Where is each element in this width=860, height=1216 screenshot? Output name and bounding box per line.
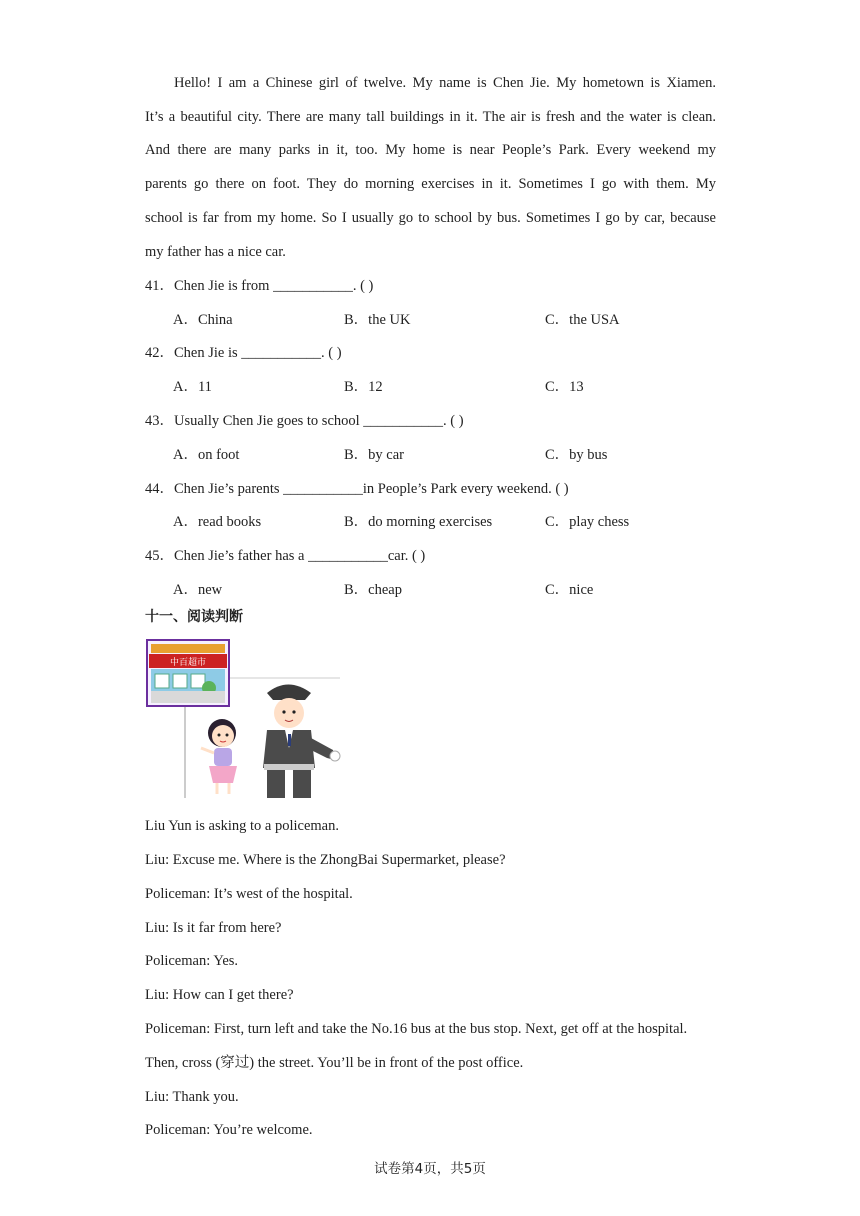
section-heading: 十一、阅读判断 xyxy=(145,609,243,625)
option-c[interactable]: C．13 xyxy=(545,379,584,395)
option-c[interactable]: C．by bus xyxy=(545,447,608,463)
passage-line: school is far from my home. So I usually go to school by bus. Sometimes I go by car, because xyxy=(145,210,716,226)
option-c[interactable]: C．nice xyxy=(545,582,594,598)
option-b[interactable]: B．12 xyxy=(344,379,383,395)
question-42: 42．Chen Jie is ___________. ( ) xyxy=(145,345,342,361)
passage-line: parents go there on foot. They do morning exercises in it. Sometimes I go with them. My xyxy=(145,176,716,192)
passage-line: my father has a nice car. xyxy=(145,244,286,260)
dialogue-line: Liu: Is it far from here? xyxy=(145,920,282,936)
option-b[interactable]: B．by car xyxy=(344,447,404,463)
dialogue-line: Policeman: It’s west of the hospital. xyxy=(145,886,353,902)
passage-line: Hello! I am a Chinese girl of twelve. My name is Chen Jie. My hometown is Xiamen. xyxy=(174,75,716,91)
option-b[interactable]: B．cheap xyxy=(344,582,402,598)
option-a[interactable]: A．on foot xyxy=(173,447,240,463)
question-41: 41．Chen Jie is from ___________. ( ) xyxy=(145,278,374,294)
option-b[interactable]: B．the UK xyxy=(344,312,411,328)
option-a[interactable]: A．read books xyxy=(173,514,262,530)
option-a[interactable]: A．new xyxy=(173,582,223,598)
dialogue-line: Policeman: Yes. xyxy=(145,953,239,969)
page-footer: 试卷第4页，共5页 xyxy=(374,1161,486,1177)
option-b[interactable]: B．do morning exercises xyxy=(344,514,493,530)
dialogue-line: Liu: Thank you. xyxy=(145,1089,239,1105)
option-c[interactable]: C．play chess xyxy=(545,514,630,530)
dialogue-line: Liu Yun is asking to a policeman. xyxy=(145,818,339,834)
illustration-girl-and-policeman xyxy=(145,638,345,800)
option-a[interactable]: A．11 xyxy=(173,379,212,395)
dialogue-line: Policeman: You’re welcome. xyxy=(145,1122,313,1138)
passage-line: And there are many parks in it, too. My home is near People’s Park. Every weekend my xyxy=(145,142,716,158)
question-45: 45．Chen Jie’s father has a ___________car. ( ) xyxy=(145,548,426,564)
dialogue-line: Policeman: First, turn left and take the No.16 bus at the bus stop. Next, get off at the hospital. xyxy=(145,1021,688,1037)
dialogue-line: Then, cross (穿过) the street. You’ll be in front of the post office. xyxy=(145,1055,524,1071)
dialogue-line: Liu: How can I get there? xyxy=(145,987,294,1003)
dialogue-line: Liu: Excuse me. Where is the ZhongBai Supermarket, please? xyxy=(145,852,506,868)
option-c[interactable]: C．the USA xyxy=(545,312,620,328)
supermarket-sign-text: 中百超市 xyxy=(169,658,207,668)
passage-line: It’s a beautiful city. There are many tall buildings in it. The air is fresh and the water is clean. xyxy=(145,109,716,125)
option-a[interactable]: A．China xyxy=(173,312,233,328)
question-43: 43．Usually Chen Jie goes to school ___________. ( ) xyxy=(145,413,464,429)
question-44: 44．Chen Jie’s parents ___________in People’s Park every weekend. ( ) xyxy=(145,481,569,497)
